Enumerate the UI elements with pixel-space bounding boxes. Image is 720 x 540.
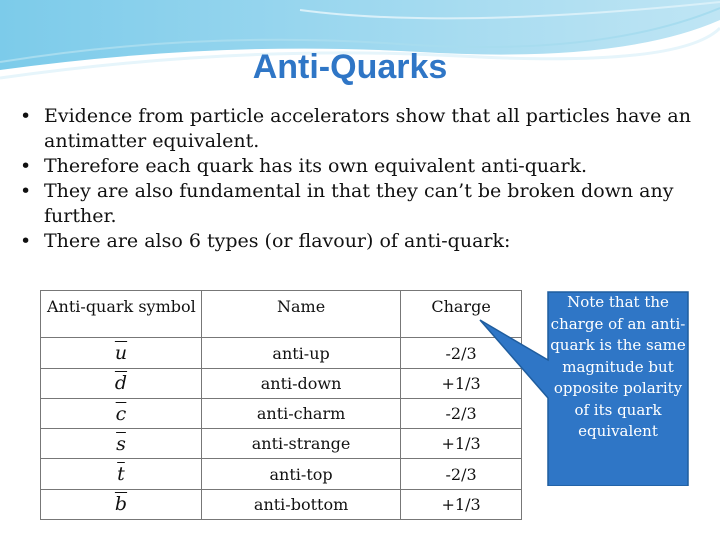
- charge-cell: -2/3: [401, 459, 522, 489]
- name-cell: anti-down: [202, 368, 401, 398]
- charge-cell: -2/3: [401, 338, 522, 368]
- table-row: [41, 368, 522, 398]
- charge-cell: -2/3: [401, 398, 522, 428]
- symbol-text: $\overline{u}$: [114, 342, 128, 365]
- table-row: [41, 338, 522, 368]
- table-row: [41, 398, 522, 428]
- bullet-item: [18, 229, 698, 254]
- name-cell: anti-bottom: [202, 489, 401, 519]
- symbol-text: $\overline{b}$: [114, 493, 128, 516]
- note-text: Note that the charge of an anti-quark is the same magnitude but opposite polarity of its quark equivalent: [550, 293, 686, 440]
- slide-title: Anti-Quarks: [252, 48, 448, 86]
- bullet-text: Evidence from particle accelerators show that all particles have an antimatter equivalent.: [44, 105, 691, 152]
- symbol-cell: [41, 489, 202, 519]
- bullet-item: [18, 179, 698, 229]
- symbol-text: $\overline{d}$: [114, 372, 128, 395]
- table-row: [41, 489, 522, 519]
- symbol-text: $\overline{s}$: [116, 432, 126, 455]
- name-cell: anti-strange: [202, 429, 401, 459]
- column-header-symbol: Anti-quark symbol: [41, 291, 202, 338]
- symbol-cell: [41, 459, 202, 489]
- symbol-cell: [41, 338, 202, 368]
- symbol-text: $\overline{c}$: [115, 402, 127, 425]
- column-header-charge: Charge: [401, 291, 522, 338]
- charge-cell: +1/3: [401, 429, 522, 459]
- symbol-text: $\overline{t}$: [117, 463, 125, 486]
- bullet-dot: •: [20, 230, 32, 252]
- bullet-item: [18, 104, 698, 154]
- bullet-text: There are also 6 types (or flavour) of anti-quark:: [44, 230, 511, 252]
- table-row: [41, 459, 522, 489]
- bullet-text: They are also fundamental in that they can’t be broken down any further.: [44, 180, 674, 227]
- bullet-dot: •: [20, 180, 32, 202]
- bullet-text: Therefore each quark has its own equivalent anti-quark.: [44, 155, 588, 177]
- symbol-cell: [41, 398, 202, 428]
- charge-cell: +1/3: [401, 368, 522, 398]
- table-header-row: [41, 291, 522, 338]
- charge-cell: +1/3: [401, 489, 522, 519]
- name-cell: anti-up: [202, 338, 401, 368]
- bullet-list: [18, 104, 698, 254]
- symbol-cell: [41, 429, 202, 459]
- symbol-cell: [41, 368, 202, 398]
- anti-quark-table: [40, 290, 522, 520]
- bullet-dot: •: [20, 105, 32, 127]
- name-cell: anti-top: [202, 459, 401, 489]
- name-cell: anti-charm: [202, 398, 401, 428]
- table-row: [41, 429, 522, 459]
- bullet-item: [18, 154, 698, 179]
- column-header-name: Name: [202, 291, 401, 338]
- bullet-dot: •: [20, 155, 32, 177]
